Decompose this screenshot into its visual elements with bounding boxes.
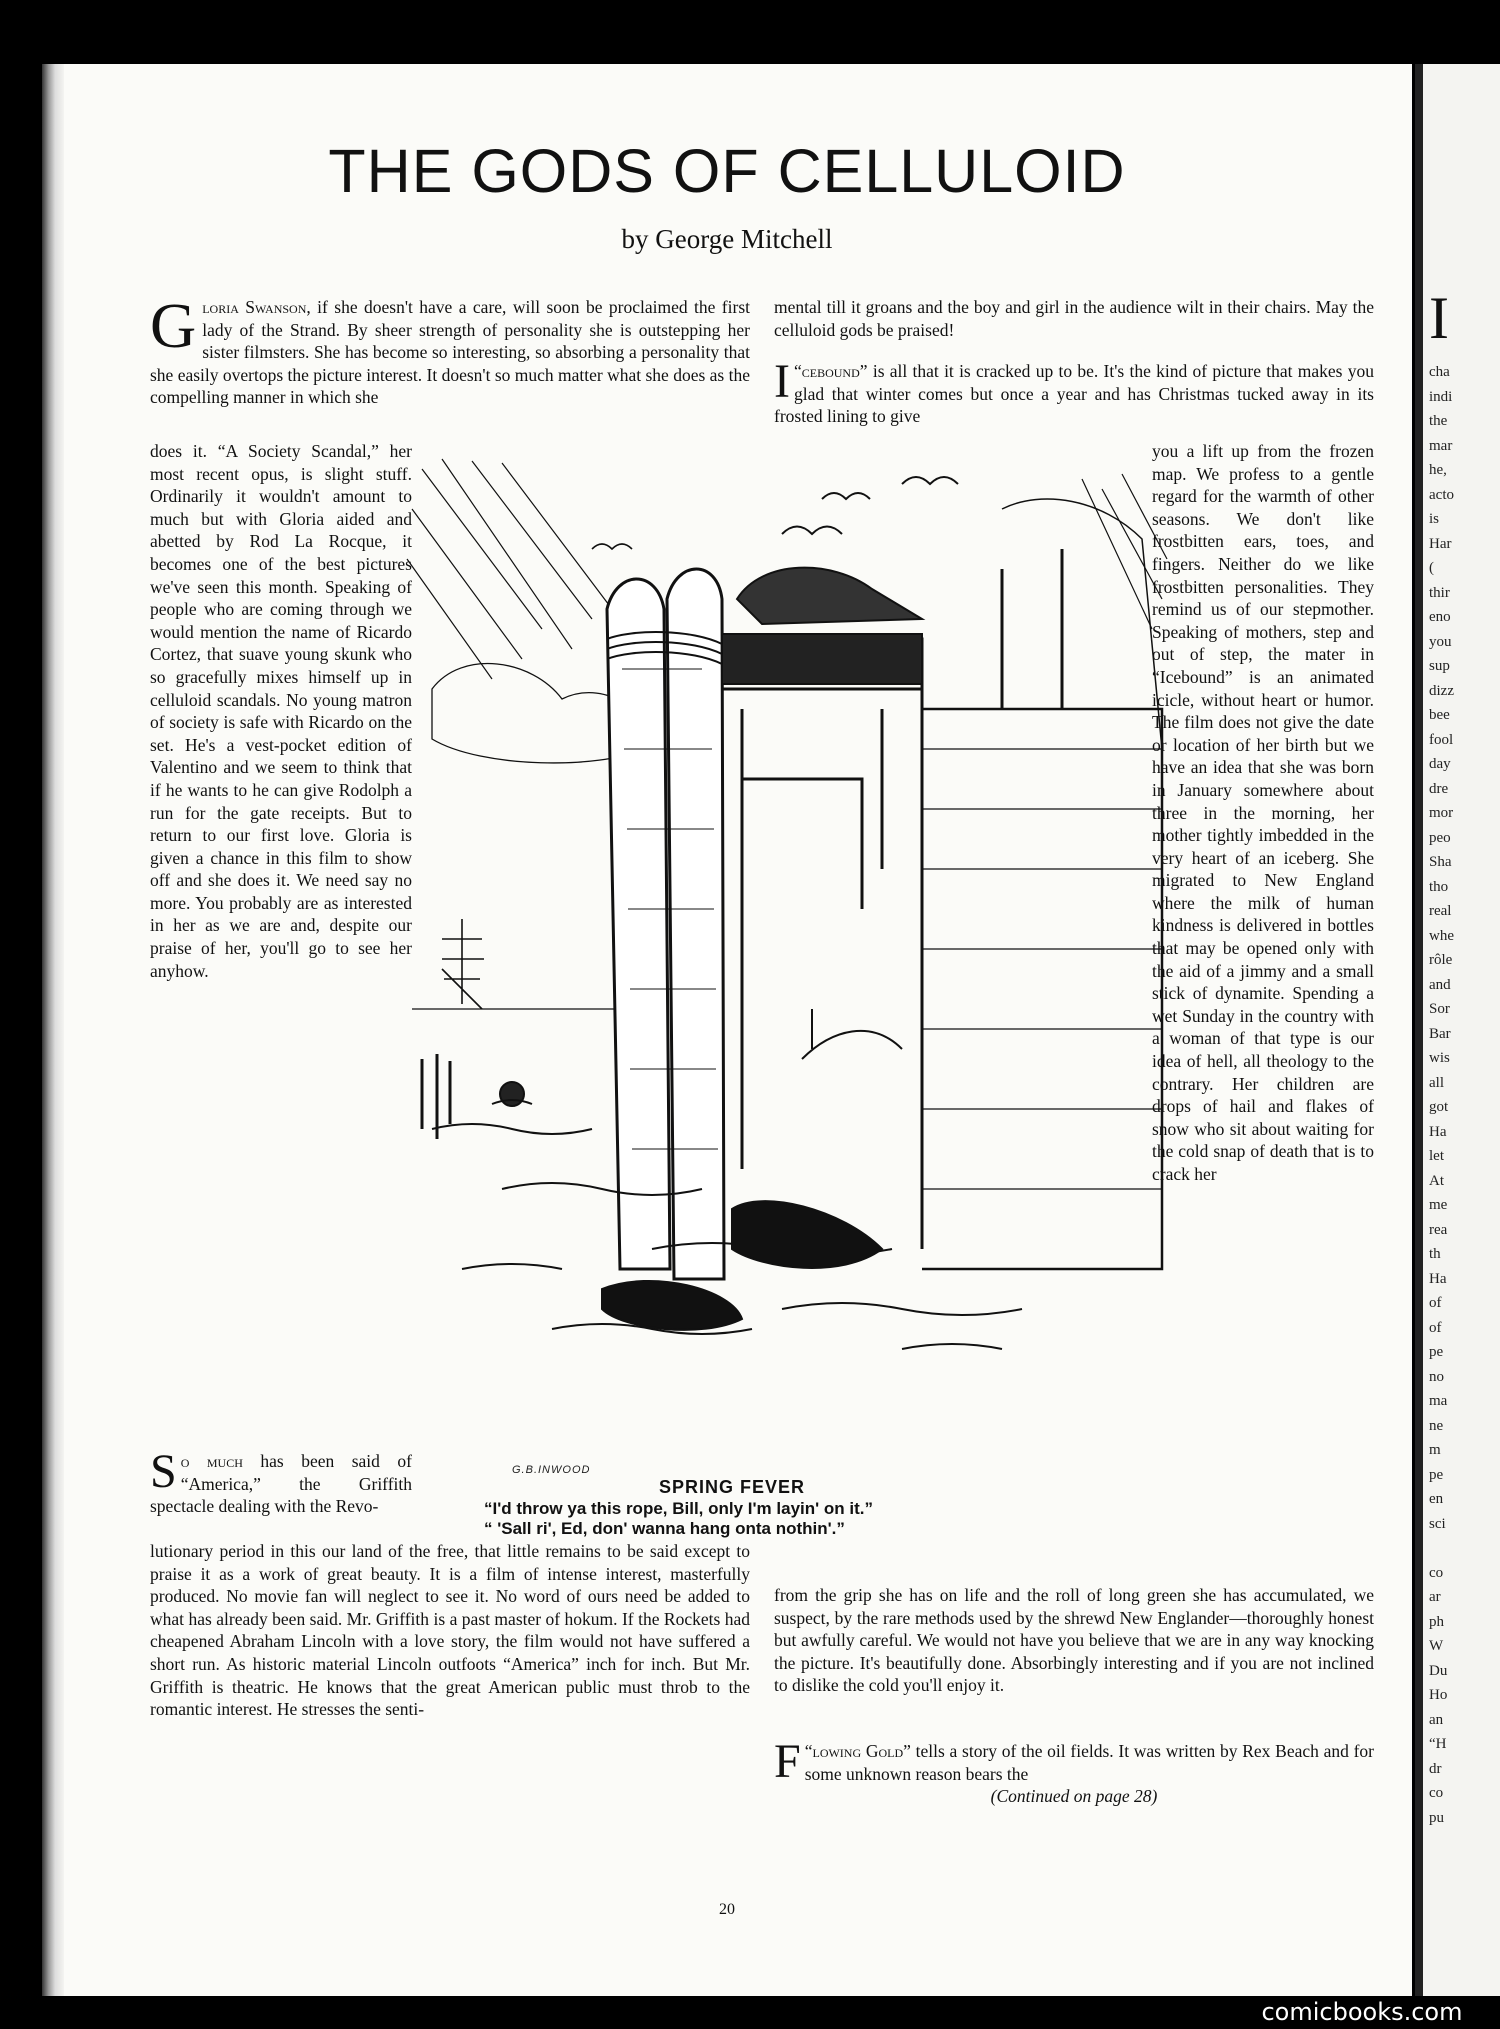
article-title: THE GODS OF CELLULOID <box>328 137 1126 205</box>
facing-page-fragment: rôle <box>1429 952 1453 968</box>
dropcap-g: G <box>150 290 197 361</box>
facing-page-fragment: W <box>1429 1638 1444 1654</box>
facing-page-fragment: peo <box>1429 829 1451 846</box>
facing-page-fragment: pe <box>1429 1466 1444 1483</box>
col1-narrow-text: does it. “A Society Scandal,” her most recent opus, is slight stuff. Ordinarily it wouldn't amount to much but with Gloria aided and abetted by Rod La Rocque, it becomes one of the best pictures we've seen this month. Speaking of people who are coming through we would mention the name of Ricardo Cortez, that suave young skunk who so gracefully mixes himself up in celluloid scandals. No young matron of society is safe with Ricardo on the set. He's a vest-pocket edition of Valentino and we seem to think that if he wants to he can give Rodolph a run for the gate receipts. But to return to our first love. Gloria is given a chance in this film to show off and she does it. We need say no more. You probably are as interested in her as we are and, despite our praise of her, you'll go to see her anyhow. <box>150 441 412 981</box>
facing-page-fragment: let <box>1429 1148 1444 1164</box>
facing-page-fragment: ma <box>1429 1393 1448 1409</box>
facing-page-fragment: day <box>1429 756 1451 772</box>
dropcap-s: S <box>150 1445 177 1498</box>
facing-page-fragment: At <box>1429 1172 1444 1189</box>
facing-page-fragment: dizz <box>1429 682 1454 699</box>
facing-page-fragment: rea <box>1429 1221 1448 1238</box>
facing-page-edge <box>1415 64 1500 1996</box>
facing-page-fragment: Sha <box>1429 854 1452 870</box>
col2-icebound-text: “ I cebound” is all that it is cracked up to be. It's the kind of picture that makes you glad that winter comes but once a year and has Christmas tucked away in its frosted lining to give <box>774 355 1374 427</box>
caption-line-1: “I'd throw ya this rope, Bill, only I'm layin' on it.” <box>484 1499 873 1518</box>
facing-page-fragment: he, <box>1429 462 1447 478</box>
facing-page-fragment: sci <box>1429 1515 1446 1532</box>
facing-page-fragment: and <box>1429 976 1451 993</box>
facing-page-fragment: mor <box>1429 805 1454 821</box>
facing-page-fragment: ne <box>1429 1417 1444 1434</box>
facing-page-fragment: is <box>1429 511 1440 527</box>
facing-page-fragment: mar <box>1429 437 1453 454</box>
facing-page-fragment: whe <box>1429 927 1454 944</box>
facing-page-fragment: sup <box>1429 658 1450 674</box>
magazine-page <box>42 64 1412 1996</box>
byline: by George Mitchell <box>621 224 833 254</box>
facing-page-big-letter: I <box>1429 285 1449 351</box>
col2-bottom-text: from the grip she has on life and the roll of long green she has accumulated, we suspect, by the rare methods used by the shrewd New Englander—thoroughly honest but awfully careful. We would not have you believe that we are in any way knocking the picture. It's beautifully done. Absorbingly interesting and if you are not inclined to dislike the cold you'll enjoy it. <box>774 1585 1374 1696</box>
facing-page-fragment: Du <box>1429 1662 1448 1679</box>
facing-page-fragment: eno <box>1429 609 1451 625</box>
caption-line-2: “ 'Sall ri', Ed, don' wanna hang onta nothin'.” <box>484 1519 845 1538</box>
facing-page-fragment: pu <box>1429 1809 1444 1826</box>
col2-flowing-gold-text: “ F lowing Gold” tells a story of the oil fields. It was written by Rex Beach and for some unknown reason bears the (Continued on page 28) <box>774 1735 1375 1807</box>
facing-page-fragment: me <box>1429 1197 1448 1213</box>
col1-bottom-text: lutionary period in this our land of the free, that little remains to be said except to praise it as a work of great beauty. It is a film of intense interest, masterfully produced. No movie fan will neglect to see it. No word of ours need be added to what has already been said. Mr. Griffith is a past master of hokum. If the Rockets had cheapened Abraham Lincoln with a love story, the film would not have suffered a short run. As historic material Lincoln outfoots “America” inch for inch. But Mr. Griffith is theatric. He knows that the great American public must throb to the romantic interest. He stresses the senti- <box>150 1541 750 1720</box>
facing-page-fragment: bee <box>1429 707 1450 723</box>
facing-page-fragment: got <box>1429 1099 1449 1115</box>
facing-page-fragment: of <box>1429 1295 1442 1311</box>
facing-page-fragment: fool <box>1429 731 1454 748</box>
facing-page-fragment: cha <box>1429 364 1450 380</box>
facing-page-fragment: acto <box>1429 486 1454 503</box>
facing-page-fragment: dre <box>1429 780 1449 797</box>
continued-note: (Continued on page 28) <box>990 1786 1158 1807</box>
facing-page-fragment: Sor <box>1429 1001 1450 1017</box>
facing-page-fragment: co <box>1429 1564 1444 1581</box>
facing-page-fragment: Bar <box>1429 1025 1451 1042</box>
illustrator-signature: G.B.INWOOD <box>512 1464 591 1476</box>
facing-page-fragment: real <box>1429 903 1452 919</box>
watermark: comicbooks.com <box>1224 1996 1500 2029</box>
facing-page-fragment: thir <box>1429 584 1450 601</box>
facing-page-fragment: you <box>1429 633 1452 650</box>
facing-page-fragment: th <box>1429 1246 1441 1262</box>
facing-page-fragment: the <box>1429 413 1448 429</box>
facing-page-fragment: Ha <box>1429 1270 1447 1287</box>
facing-page-fragment: wis <box>1429 1050 1450 1066</box>
facing-page-fragment: all <box>1429 1074 1444 1091</box>
facing-page-fragment: Ho <box>1429 1687 1448 1703</box>
facing-page-fragment: dr <box>1429 1760 1442 1777</box>
page-number: 20 <box>719 1901 735 1918</box>
facing-page-fragment: an <box>1429 1711 1444 1728</box>
facing-page-fragment: indi <box>1429 388 1453 405</box>
facing-page-fragment: Har <box>1429 535 1452 552</box>
facing-page-fragment: ph <box>1429 1613 1444 1630</box>
illustration-caption <box>432 1477 1032 1539</box>
dropcap-i: I <box>774 355 790 408</box>
col1-somuch-text: So much has been said of “America,” the Griffith spectacle dealing with the Revo- <box>150 1445 412 1517</box>
facing-page-fragment: co <box>1429 1785 1444 1801</box>
facing-page-fragment: en <box>1429 1491 1444 1507</box>
col2-narrow-text: you a lift up from the frozen map. We profess to a gentle regard for the warmth of other seasons. We don't like frostbitten ears, toes, and fingers. Neither do we like frostbitten personalities. They remind us of our stepmother. Speaking of mothers, step and out of step, the mater in “Icebound” is an animated icicle, without heart or humor. The film does not give the date or location of her birth but we have an idea that she was born in January somewhere about three in the morning, her mother tightly imbedded in the very heart of an iceberg. She migrated to New England where the milk of human kindness is delivered in bottles that may be opened only with the aid of a jimmy and a small stick of dynamite. Spending a wet Sunday in the country with a woman of that type is our idea of hell, all theology to the contrary. Her children are drops of hail and flakes of snow who sit about waiting for the cold snap of death that is to crack her <box>1152 441 1374 1184</box>
col2-top-text: mental till it groans and the boy and girl in the audience wilt in their chairs. May the celluloid gods be praised! <box>774 297 1374 340</box>
facing-page-fragment: of <box>1429 1319 1442 1336</box>
dropcap-f: F <box>774 1735 801 1788</box>
facing-page-fragment: Ha <box>1429 1123 1447 1140</box>
book-spine <box>42 64 64 1996</box>
facing-page-fragment: “H <box>1429 1736 1447 1752</box>
spring-fever-illustration <box>402 449 1172 1394</box>
facing-page-fragment: no <box>1429 1368 1444 1385</box>
col1-top-text: Gloria Swanson, if she doesn't have a care, will soon be proclaimed the first lady of the Strand. By sheer strength of personality she is outstepping her sister filmsters. She has become so interesting, so absorbing a personality that she easily overtops the picture interest. It doesn't so much matter what she does as the compelling manner in which she <box>150 290 750 408</box>
facing-page-fragment: pe <box>1429 1344 1444 1360</box>
caption-title: SPRING FEVER <box>658 1477 806 1497</box>
facing-page-fragment: ar <box>1429 1589 1441 1605</box>
facing-page-fragment: tho <box>1429 878 1449 895</box>
facing-page-fragment: ( <box>1429 560 1434 576</box>
facing-page-fragment: m <box>1429 1442 1441 1458</box>
